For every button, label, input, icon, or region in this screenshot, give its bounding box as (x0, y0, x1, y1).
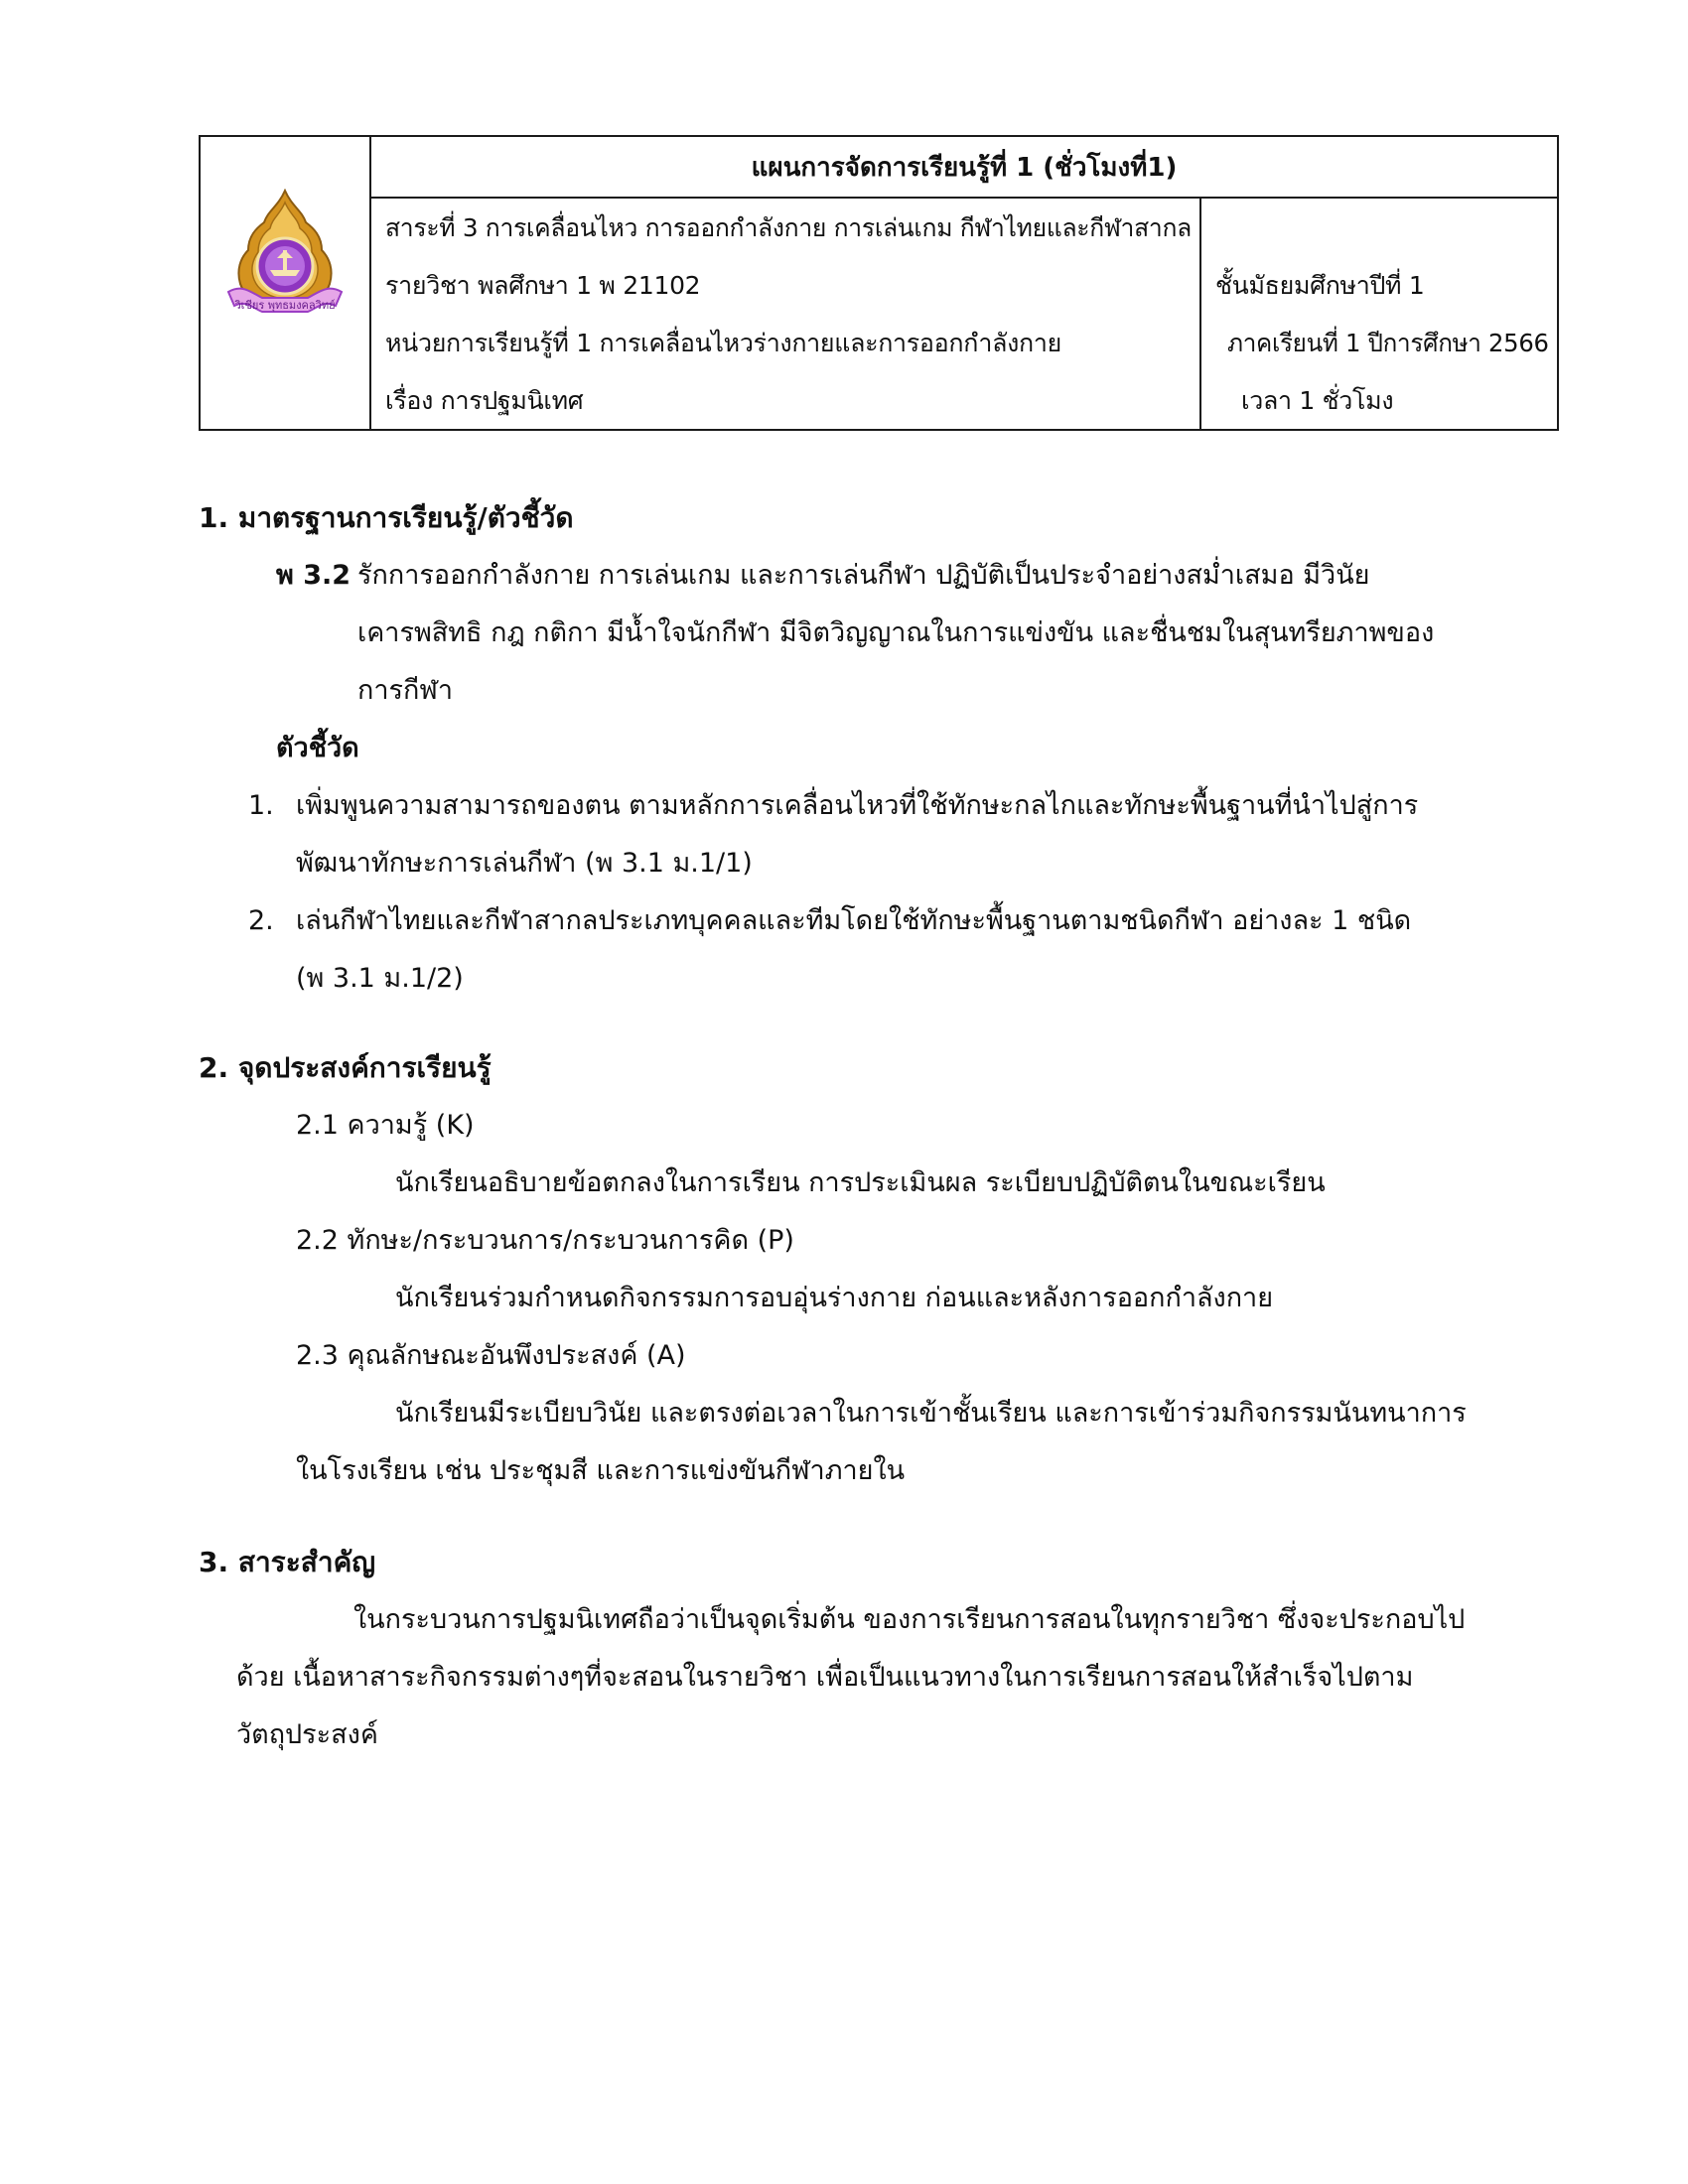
indicator-1-line-1: เพิ่มพูนความสามารถของตน ตามหลักการเคลื่อนไหวที่ใช้ทักษะกลไกและทักษะพื้นฐานที่นำไปสู่การ (296, 790, 1419, 821)
objective-2-3-text-cont: ในโรงเรียน เช่น ประชุมสี และการแข่งขันกีฬาภายใน (296, 1455, 906, 1486)
objective-2-3-label: 2.3 คุณลักษณะอันพึงประสงค์ (A) (296, 1340, 686, 1371)
standard-line-3: การกีฬา (357, 675, 453, 706)
duration-text: เวลา 1 ชั่วโมง (1241, 386, 1394, 415)
section2-heading: 2. จุดประสงค์การเรียนรู้ (199, 1051, 492, 1084)
lesson-info-right (1201, 199, 1557, 429)
school-emblem-icon (222, 189, 348, 328)
subject-text: รายวิชา พลศึกษา 1 พ 21102 (385, 271, 701, 300)
indicator-1-line-2: พัฒนาทักษะการเล่นกีฬา (พ 3.1 ม.1/1) (296, 848, 753, 879)
indicator-number: 2. (248, 905, 274, 936)
topic-text: เรื่อง การปฐมนิเทศ (385, 386, 584, 415)
indicator-2-line-1: เล่นกีฬาไทยและกีฬาสากลประเภทบุคคลและทีมโดยใช้ทักษะพื้นฐานตามชนิดกีฬา อย่างละ 1 ชนิด (296, 905, 1412, 936)
objective-2-3-text: นักเรียนมีระเบียบวินัย และตรงต่อเวลาในการเข้าชั้นเรียน และการเข้าร่วมกิจกรรมนันทนาการ (395, 1398, 1467, 1429)
objective-2-2-label: 2.2 ทักษะ/กระบวนการ/กระบวนการคิด (P) (296, 1225, 794, 1256)
grade-text: ชั้นมัธยมศึกษาปีที่ 1 (1215, 271, 1425, 300)
lesson-plan-title: แผนการจัดการเรียนรู้ที่ 1 (ชั่วโมงที่1) (371, 137, 1557, 199)
section3-heading: 3. สาระสำคัญ (199, 1546, 376, 1578)
objective-2-1-label: 2.1 ความรู้ (K) (296, 1110, 475, 1141)
semester-text: ภาคเรียนที่ 1 ปีการศึกษา 2566 (1227, 329, 1549, 357)
objective-2-2-text: นักเรียนร่วมกำหนดกิจกรรมการอบอุ่นร่างกาย ก่อนและหลังการออกกำลังกาย (395, 1283, 1274, 1313)
standard-line-2: เคารพสิทธิ กฎ กติกา มีน้ำใจนักกีฬา มีจิตวิญญาณในการแข่งขัน และชื่นชมในสุนทรียภาพของ (357, 617, 1435, 648)
indicator-number: 1. (248, 790, 274, 821)
standard-line-1: รักการออกกำลังกาย การเล่นเกม และการเล่นกีฬา ปฏิบัติเป็นประจำอย่างสม่ำเสมอ มีวินัย (357, 560, 1370, 591)
logo-cell (201, 137, 371, 429)
key-concept-line-3: วัตถุประสงค์ (236, 1719, 378, 1750)
lesson-plan-header-table (199, 135, 1559, 431)
indicators-heading: ตัวชี้วัด (276, 733, 359, 763)
objective-2-1-text: นักเรียนอธิบายข้อตกลงในการเรียน การประเมินผล ระเบียบปฏิบัติตนในขณะเรียน (395, 1167, 1326, 1198)
unit-text: หน่วยการเรียนรู้ที่ 1 การเคลื่อนไหวร่างกายและการออกกำลังกาย (385, 329, 1061, 357)
key-concept-line-1: ในกระบวนการปฐมนิเทศถือว่าเป็นจุดเริ่มต้น ของการเรียนการสอนในทุกรายวิชา ซึ่งจะประกอบไป (353, 1604, 1466, 1635)
standard-code: พ 3.2 (276, 560, 352, 591)
strand-text: สาระที่ 3 การเคลื่อนไหว การออกกำลังกาย การเล่นเกม กีฬาไทยและกีฬาสากล (385, 213, 1192, 242)
indicator-2-line-2: (พ 3.1 ม.1/2) (296, 963, 464, 994)
lesson-info-left (371, 199, 1201, 429)
key-concept-line-2: ด้วย เนื้อหาสาระกิจกรรมต่างๆที่จะสอนในรายวิชา เพื่อเป็นแนวทางในการเรียนการสอนให้สำเร็จไปตาม (236, 1662, 1414, 1693)
svg-text:วิเชียร พุทธมงคลวิทย์: วิเชียร พุทธมงคลวิทย์ (234, 299, 336, 312)
section1-heading: 1. มาตรฐานการเรียนรู้/ตัวชี้วัด (199, 501, 574, 534)
